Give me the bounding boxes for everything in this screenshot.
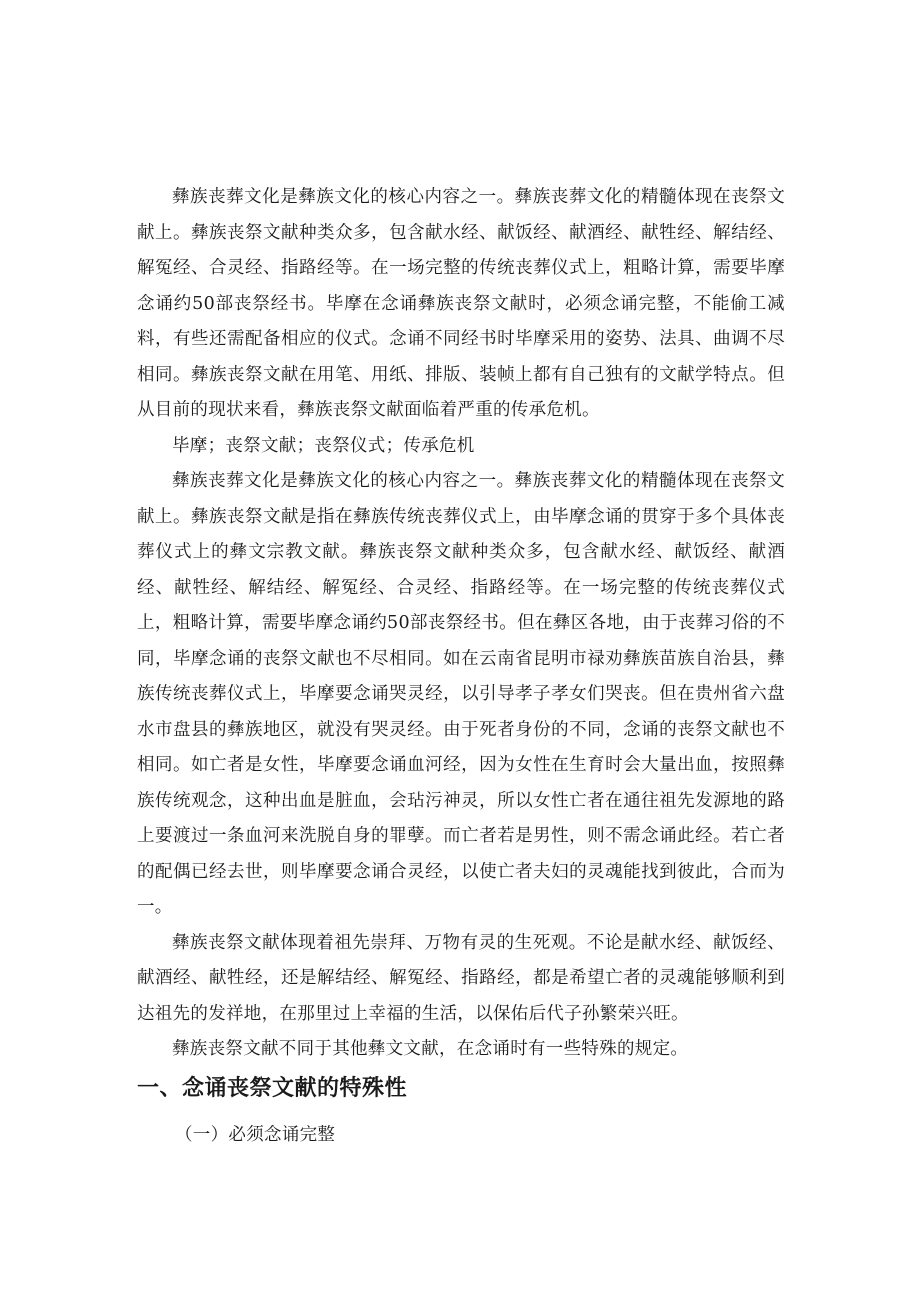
body-paragraph-2: 彝族丧祭文献体现着祖先崇拜、万物有灵的生死观。不论是献水经、献饭经、献酒经、献牲经，还是解结经、解冤经、指路经，都是希望亡者的灵魂能够顺利到达祖先的发祥地，在那里过上幸福的生活，以保佑后代子孙繁荣兴旺。	[137, 932, 785, 1024]
document-body	[137, 180, 785, 1153]
body-paragraph-1: 彝族丧葬文化是彝族文化的核心内容之一。彝族丧葬文化的精髓体现在丧祭文献上。彝族丧祭文献是指在彝族传统丧葬仪式上，由毕摩念诵的贯穿于多个具体丧葬仪式上的彝文宗教文献。彝族丧祭文献种类众多，包含献水经、献饭经、献酒经、献牲经、解结经、解冤经、合灵经、指路经等。在一场完整的传统丧葬仪式上，粗略计算，需要毕摩念诵约50部丧祭经书。但在彝区各地，由于丧葬习俗的不同，毕摩念诵的丧祭文献也不尽相同。如在云南省昆明市禄劝彝族苗族自治县，彝族传统丧葬仪式上，毕摩要念诵哭灵经，以引导孝子孝女们哭丧。但在贵州省六盘水市盘县的彝族地区，就没有哭灵经。由于死者身份的不同，念诵的丧祭文献也不相同。如亡者是女性，毕摩要念诵血河经，因为女性在生育时会大量出血，按照彝族传统观念，这种出血是脏血，会玷污神灵，所以女性亡者在通往祖先发源地的路上要渡过一条血河来洗脱自身的罪孽。而亡者若是男性，则不需念诵此经。若亡者的配偶已经去世，则毕摩要念诵合灵经，以使亡者夫妇的灵魂能找到彼此，合而为一。	[137, 471, 785, 917]
section-heading: 一、念诵丧祭文献的特殊性	[137, 1075, 408, 1101]
subsection-heading: （一）必须念诵完整	[175, 1124, 336, 1145]
keywords-line: 毕摩；丧祭文献；丧祭仪式；传承危机	[172, 435, 475, 456]
abstract-paragraph: 彝族丧葬文化是彝族文化的核心内容之一。彝族丧葬文化的精髓体现在丧祭文献上。彝族丧祭文献种类众多，包含献水经、献饭经、献酒经、献牲经、解结经、解冤经、合灵经、指路经等。在一场完整的传统丧葬仪式上，粗略计算，需要毕摩念诵约50部丧祭经书。毕摩在念诵彝族丧祭文献时，必须念诵完整，不能偷工减料，有些还需配备相应的仪式。念诵不同经书时毕摩采用的姿势、法具、曲调不尽相同。彝族丧祭文献在用笔、用纸、排版、装帧上都有自己独有的文献学特点。但从目前的现状来看，彝族丧祭文献面临着严重的传承危机。	[137, 187, 785, 420]
body-paragraph-3: 彝族丧祭文献不同于其他彝文文献，在念诵时有一些特殊的规定。	[172, 1039, 689, 1059]
